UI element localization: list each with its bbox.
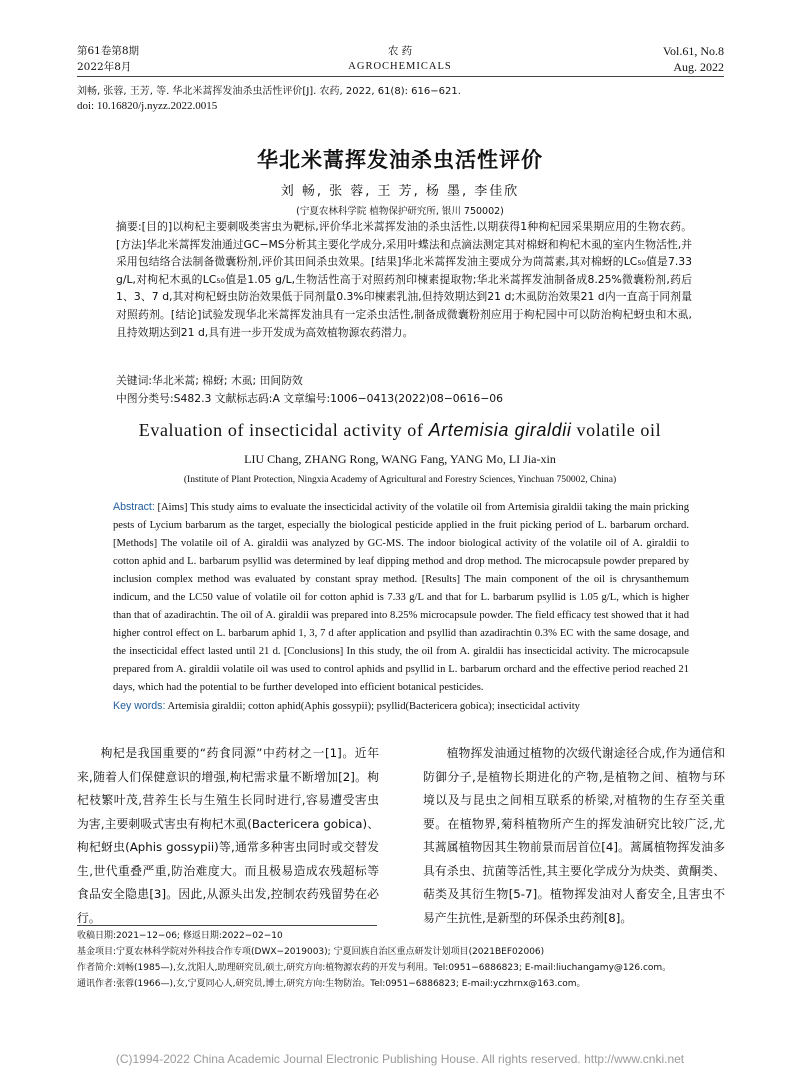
header-date-en: Aug. 2022 xyxy=(673,60,724,74)
classification-cn: 中图分类号:S482.3 文献标志码:A 文章编号:1006−0413(2022)08−0616−06 xyxy=(116,392,504,405)
institution-cn: (宁夏农林科学院 植物保护研究所, 银川 750002) xyxy=(296,206,504,217)
page-title-en xyxy=(0,420,800,441)
header-volume-en: Vol.61, No.8 xyxy=(662,44,724,58)
abstract-en xyxy=(113,498,689,716)
footnote-author: 作者简介:刘畅(1985—),女,沈阳人,助理研究员,硕士,研究方向:植物源农药的开发与利用。Tel:0951−6886823; E-mail:liuchangamy@126.com。 xyxy=(77,963,672,973)
footnote-fund: 基金项目:宁夏农林科学院对外科技合作专项(DWX−2019003); 宁夏回族自治区重点研发计划项目(2021BEF02006) xyxy=(77,947,545,957)
institution-en: (Institute of Plant Protection, Ningxia Academy of Agricultural and Forestry Sciences, Yinchuan 750002, China) xyxy=(183,474,617,485)
authors-cn: 刘 畅, 张 蓉, 王 芳, 杨 墨, 李佳欣 xyxy=(280,184,520,199)
body-right-paragraph: 植物挥发油通过植物的次级代谢途径合成,作为通信和防御分子,是植物长期进化的产物,是植物之间、植物与环境以及与昆虫之间相互联系的桥梁,对植物的生存至关重要。在植物界,菊科植物所产生的挥发油研究比较广泛,尤其蒿属植物因其生物前景而居首位[4]。蒿属植物挥发油多具有杀虫、抗菌等活性,其主要化学成分为炔类、黄酮类、萜类及其衍生物[5-7]。植物挥发油对人畜安全,且害虫不易产生抗性,是新型的环保杀虫药剂[8]。 xyxy=(423,746,725,925)
header-rule xyxy=(77,76,724,77)
abstract-en-label: Abstract: xyxy=(113,501,155,513)
footnote-corresponding: 通讯作者:张蓉(1966—),女,宁夏同心人,研究员,博士,研究方向:生物防治。Tel:0951−6886823; E-mail:yczhrnx@163.com。 xyxy=(77,979,586,989)
page-title-cn: 华北米蒿挥发油杀虫活性评价 xyxy=(257,148,543,172)
keywords-en-text: Artemisia giraldii; cotton aphid(Aphis gossypii); psyllid(Bactericera gobica); insecticidal activity xyxy=(167,701,580,712)
title-en-suffix: volatile oil xyxy=(576,420,662,440)
body-right-column xyxy=(423,742,725,930)
abstract-cn-label: 摘要: xyxy=(116,220,142,233)
authors-en: LIU Chang, ZHANG Rong, WANG Fang, YANG Mo, LI Jia-xin xyxy=(244,452,556,466)
footnote-received: 收稿日期:2021−12−06; 修返日期:2022−02−10 xyxy=(77,931,283,941)
abstract-cn xyxy=(116,218,692,341)
header-journal-cn: 农 药 xyxy=(387,45,413,57)
footnote-rule xyxy=(77,925,377,926)
abstract-en-text: [Aims] This study aims to evaluate the insecticidal activity of the volatile oil from Artemisia giraldii taking the main pricking pests of Lycium barbarum as the target, especially the biological pesticide applied in the fruit picking period of L. barbarum orchard. [Methods] The volatile oil of A. giraldii was analyzed by GC-MS. The indoor biological activity of the volatile oil of A. giraldii to cotton aphid and L. barbarum psyllid was determined by leaf dipping method and drop method. The microcapsule powder prepared by inclusion complex method was evaluated by constant spray method. [Results] The main component of the oil is chrysanthemum indicum, and the LC50 value of volatile oil for cotton aphid is 7.33 g/L and that for L. barbarum psyllid is 1.05 g/L, which is higher than that of azadirachtin. The oil of A. giraldii was prepared into 8.25% microcapsule powder. The field efficacy test showed that it had higher control effect on L. barbarum aphid 1, 3, 7 d after application and psyllid than azadirachtin 0.3% EC with the same dosage, and the insecticidal effect lasted until 21 d. [Conclusions] In this study, the oil from A. giraldii has insecticidal activity. The microcapsule prepared from A. giraldii volatile oil was used to control aphids and psyllid in L. barbarum orchard and the effective period reached 21 days, which had the potential to be further developed into efficient botanical pesticides. xyxy=(113,502,689,693)
abstract-cn-text: [目的]以枸杞主要刺吸类害虫为靶标,评价华北米蒿挥发油的杀虫活性,以期获得1种枸杞园采果期应用的生物农药。[方法]华北米蒿挥发油通过GC−MS分析其主要化学成分,采用叶蝶法和点滴法测定其对棉蚜和枸杞木虱的室内生物活性,并采用包结络合法制备微囊粉剂,评价其田间杀虫效果。[结果]华北米蒿挥发油主要成分为茼蒿素,其对棉蚜的LC₅₀值是7.33 g/L,对枸杞木虱的LC₅₀值是1.05 g/L,生物活性高于对照药剂印楝素提取物;华北米蒿挥发油制备成8.25%微囊粉剂,药后1、3、7 d,其对枸杞蚜虫防治效果低于同剂量0.3%印楝素乳油,但持效期达到21 d;木虱防治效果21 d内一直高于同剂量对照药剂。[结论]试验发现华北米蒿挥发油具有一定杀虫活性,制备成微囊粉剂应用于枸杞园中可以防治枸杞蚜虫和木虱,且持效期达到21 d,具有进一步开发成为高效植物源农药潜力。 xyxy=(116,220,693,339)
header-date-cn: 2022年8月 xyxy=(77,61,132,73)
keywords-cn: 关键词:华北米蒿; 棉蚜; 木虱; 田间防效 xyxy=(116,374,303,387)
title-en-species: Artemisia giraldii xyxy=(428,420,572,440)
header-journal-en: AGROCHEMICALS xyxy=(348,61,452,72)
citation-line: 刘畅, 张蓉, 王芳, 等. 华北米蒿挥发油杀虫活性评价[J]. 农药, 2022, 61(8): 616−621. xyxy=(77,86,461,97)
keywords-en-label: Key words: xyxy=(113,700,166,712)
header-volume-cn: 第61卷第8期 xyxy=(77,45,140,57)
title-en-prefix: Evaluation of insecticidal activity of xyxy=(138,420,424,440)
body-left-column xyxy=(77,742,379,930)
body-left-paragraph: 枸杞是我国重要的“药食同源”中药材之一[1]。近年来,随着人们保健意识的增强,枸杞需求量不断增加[2]。枸杞枝繁叶茂,营养生长与生殖生长同时进行,容易遭受害虫为害,主要刺吸式害虫有枸杞木虱(Bactericera gobica)、枸杞蚜虫(Aphis gossypii)等,通常多种害虫同时或交替发生,世代重叠严重,防治难度大。而且极易造成农残超标等食品安全隐患[3]。因此,从源头出发,控制农药残留势在必行。 xyxy=(77,746,379,925)
copyright-footer: (C)1994-2022 China Academic Journal Electronic Publishing House. All rights reserved. http://www.cnki.net xyxy=(115,1052,685,1066)
citation-doi: doi: 10.16820/j.nyzz.2022.0015 xyxy=(77,100,218,112)
